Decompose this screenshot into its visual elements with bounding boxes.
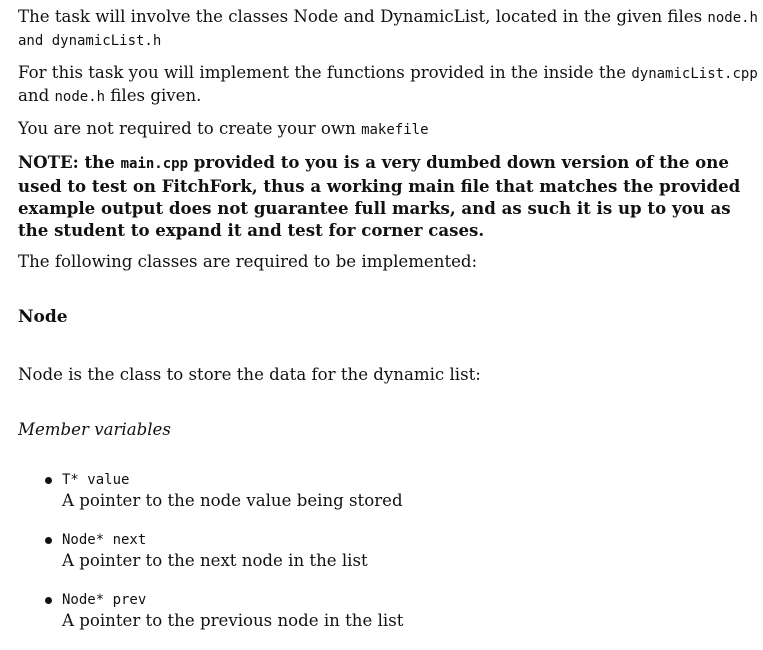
member-code: T* value: [62, 472, 130, 488]
note-text-body: provided to you is a very dumbed down version of the one used to test on FitchFork, thus a working main file that matches the provided example output does not guarantee full marks, and as such it is up to you as the student to expand it and test for corner cases.: [18, 152, 741, 240]
member-description: A pointer to the previous node in the list: [62, 611, 404, 630]
node-heading: Node: [18, 307, 68, 327]
filename-node-h: node.h: [707, 10, 758, 26]
member-variables-list: [18, 470, 403, 650]
filename-makefile: makefile: [361, 122, 429, 138]
intro-paragraph-files: [18, 6, 758, 52]
filename-dynamiclist-cpp: dynamicList.cpp: [631, 66, 758, 82]
bullet-icon: [45, 537, 52, 544]
list-item: [18, 470, 403, 530]
filename-node-h-2: node.h: [54, 89, 106, 105]
makefile-paragraph: [18, 118, 429, 141]
list-item: [18, 530, 403, 590]
member-description: A pointer to the node value being stored: [62, 491, 403, 510]
note-text-start: NOTE: the: [18, 152, 121, 172]
bullet-icon: [45, 477, 52, 484]
list-item: [18, 590, 403, 650]
makefile-text: You are not required to create your own: [18, 119, 362, 138]
implement-text: For this task you will implement the functions provided in the inside the: [18, 63, 632, 82]
intro-paragraph-implement: [18, 62, 758, 108]
member-description: A pointer to the next node in the list: [62, 551, 368, 570]
member-code: Node* next: [62, 532, 147, 548]
filename-dynamiclist-h: dynamicList.h: [51, 33, 162, 49]
intro-text: The task will involve the classes Node and DynamicList, located in the given files: [18, 7, 708, 26]
implement-text-end: files given.: [105, 86, 202, 105]
member-code: Node* prev: [62, 592, 147, 608]
implement-text-and: and: [18, 86, 55, 105]
bullet-icon: [45, 597, 52, 604]
classes-intro-paragraph: The following classes are required to be implemented:: [18, 252, 478, 271]
note-paragraph: [18, 151, 758, 241]
filename-main-cpp: main.cpp: [120, 156, 189, 172]
member-variables-heading: Member variables: [18, 420, 171, 439]
node-description: Node is the class to store the data for the dynamic list:: [18, 365, 481, 384]
intro-text-and: and: [18, 33, 52, 49]
